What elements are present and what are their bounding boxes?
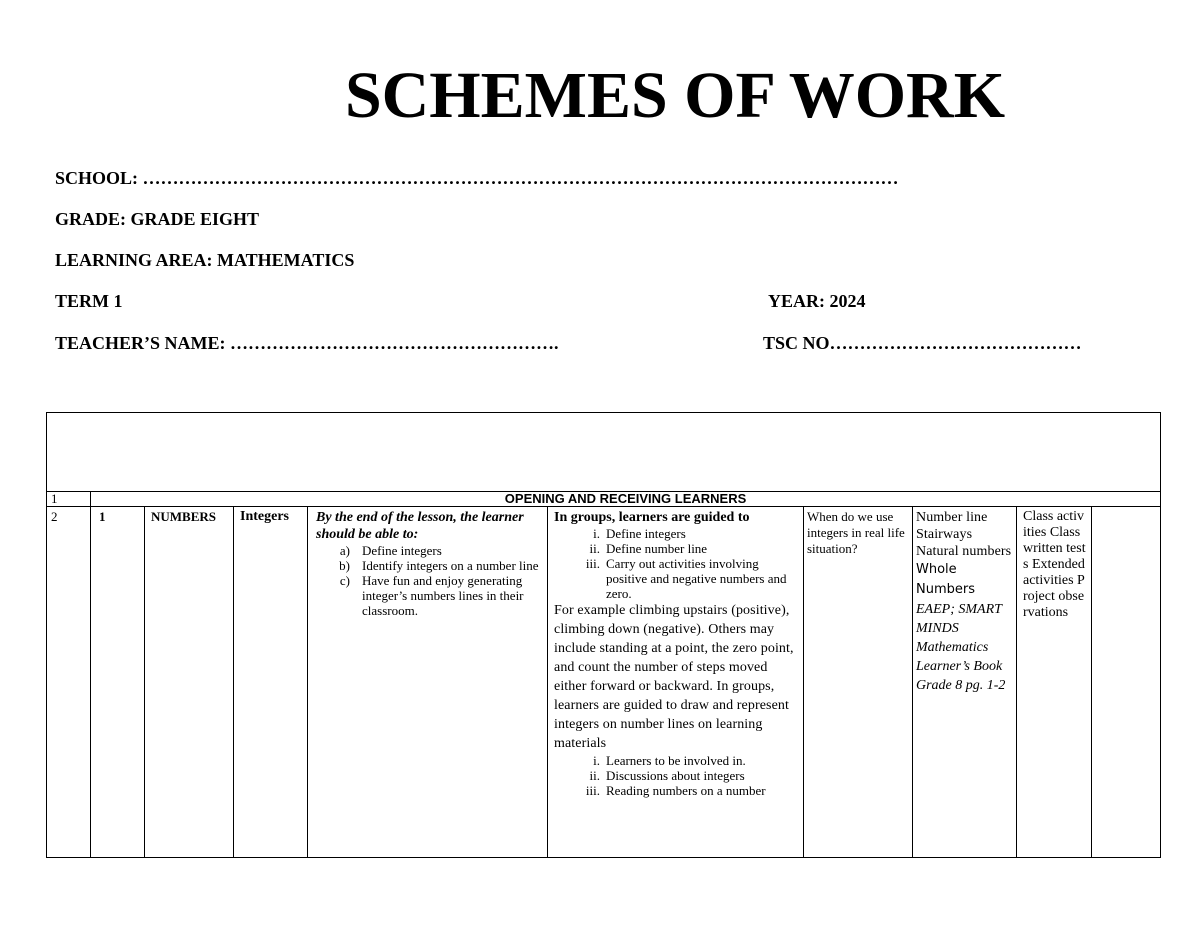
lesson-number: 1 [91,507,145,858]
teacher-name-field: TEACHER’S NAME: ………………………………………………. [55,333,559,353]
table-row [47,507,1161,858]
grade-field: GRADE: GRADE EIGHT [55,209,260,229]
header-cell [47,413,1161,492]
week-number: 1 [47,492,91,507]
learning-area-field: LEARNING AREA: MATHEMATICS [55,250,355,270]
list-item: a) Define integers [339,543,442,558]
key-inquiry-question: When do we use integers in real life situation? [804,507,913,858]
list-item: ii. Discussions about integers [589,768,745,783]
table-header-row [47,413,1161,492]
resources-mono: Whole Numbers [916,562,975,597]
list-item: i. Define integers [593,526,686,541]
activities-list [554,526,799,601]
remarks [1092,507,1161,858]
learning-outcomes [308,507,548,858]
sub-strand: Integers [234,507,308,858]
page-title: SCHEMES OF WORK [344,59,1006,132]
tsc-number-field: TSC NO…………………………………… [763,333,1082,353]
opening-text: OPENING AND RECEIVING LEARNERS [91,492,1161,507]
outcomes-list [316,543,543,618]
list-item: i. Learners to be involved in. [593,753,746,768]
list-item: c) Have fun and enjoy generating integer’s numbers lines in their classroom. [339,573,524,618]
school-field: SCHOOL: ……………………………………………………………………………………………………………… [55,168,899,188]
term-field: TERM 1 [55,291,123,311]
week-number: 2 [47,507,91,858]
learning-resources [913,507,1017,858]
resources-italic: EAEP; SMART MINDS Mathematics Learner’s Book Grade 8 pg. 1-2 [916,602,1006,693]
activities-intro: In groups, learners are guided to [554,510,750,525]
strand: NUMBERS [145,507,234,858]
list-item: iii. Reading numbers on a number [585,783,766,798]
schemes-table [46,412,1161,858]
list-item: ii. Define number line [589,541,708,556]
learning-experiences [548,507,804,858]
activities-text: For example climbing upstairs (positive), climbing down (negative). Others may include standing at a point, the zero point, and count the number of steps moved either forward or backward. In groups, learners are guided to draw and represent integers on number lines on learning materials [554,603,794,751]
year-field: YEAR: 2024 [768,291,866,311]
activities-list-2 [554,753,799,798]
list-item: iii. Carry out activities involving positive and negative numbers and zero. [585,556,787,601]
outcomes-intro: By the end of the lesson, the learner should be able to: [316,510,524,542]
resources-plain: Number line Stairways Natural numbers [916,510,1012,559]
table-row [47,492,1161,507]
list-item: b) Identify integers on a number line [339,558,539,573]
assessment: Class activities Class written tests Extended activities Project observations [1017,507,1092,858]
